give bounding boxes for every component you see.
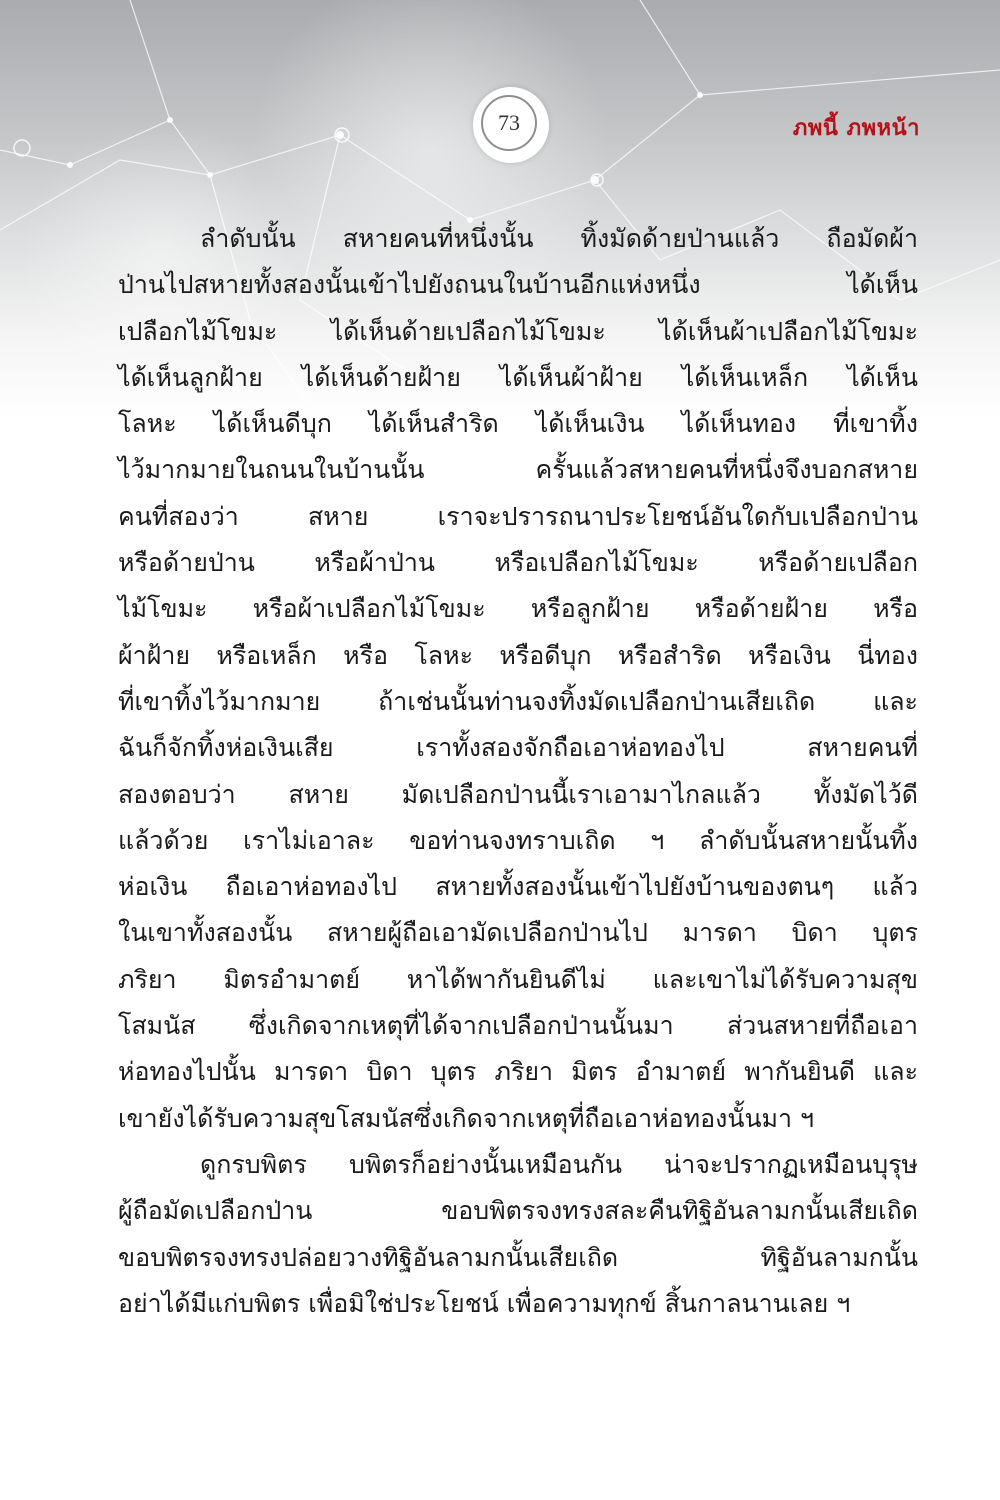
text-line: ภริยา มิตรอำมาตย์ หาได้พากันยินดีไม่ และเขาไม่ได้รับความสุข [118, 964, 918, 994]
text-line: ห่อทองไปนั้น มารดา บิดา บุตร ภริยา มิตร อำมาตย์ พากันยินดี และ [118, 1057, 918, 1087]
text-line: ผู้ถือมัดเปลือกป่าน ขอบพิตรจงทรงสละคืนทิฐิอันลามกนั้นเสียเถิด [118, 1196, 918, 1226]
text-line: ได้เห็นลูกฝ้าย ได้เห็นด้ายฝ้าย ได้เห็นผ้าฝ้าย ได้เห็นเหล็ก ได้เห็น [118, 362, 918, 392]
text-line: ไว้มากมายในถนนในบ้านนั้น ครั้นแล้วสหายคนที่หนึ่งจึงบอกสหาย [118, 455, 918, 485]
text-line: สองตอบว่า สหาย มัดเปลือกป่านนี้เราเอามาไกลแล้ว ทั้งมัดไว้ดี [118, 779, 918, 809]
page-number-badge [473, 87, 549, 163]
text-line: ฉันก็จักทิ้งห่อเงินเสีย เราทั้งสองจักถือเอาห่อทองไป สหายคนที่ [118, 733, 918, 763]
page-number: 73 [498, 110, 520, 135]
text-line: คนที่สองว่า สหาย เราจะปรารถนาประโยชน์อันใดกับเปลือกป่าน [118, 501, 918, 531]
text-line: หรือด้ายป่าน หรือผ้าป่าน หรือเปลือกไม้โขมะ หรือด้ายเปลือก [118, 548, 918, 578]
text-line: เขายังได้รับความสุขโสมนัสซึ่งเกิดจากเหตุที่ถือเอาห่อทองนั้นมา ฯ [118, 1103, 815, 1133]
text-line: ที่เขาทิ้งไว้มากมาย ถ้าเช่นนั้นท่านจงทิ้งมัดเปลือกป่านเสียเถิด และ [118, 686, 918, 716]
running-title: ภพนี้ ภพหน้า [792, 116, 920, 141]
text-line: ผ้าฝ้าย หรือเหล็ก หรือ โลหะ หรือดีบุก หรือสำริด หรือเงิน นี่ทอง [118, 640, 918, 670]
text-line: โสมนัส ซึ่งเกิดจากเหตุที่ได้จากเปลือกป่านนั้นมา ส่วนสหายที่ถือเอา [118, 1011, 918, 1041]
text-line: เปลือกไม้โขมะ ได้เห็นด้ายเปลือกไม้โขมะ ได้เห็นผ้าเปลือกไม้โขมะ [118, 316, 918, 346]
body-text [118, 216, 918, 1327]
text-line: ดูกรบพิตร บพิตรก็อย่างนั้นเหมือนกัน น่าจะปรากฏเหมือนบุรุษ [200, 1149, 918, 1179]
text-line: ห่อเงิน ถือเอาห่อทองไป สหายทั้งสองนั้นเข้าไปยังบ้านของตนๆ แล้ว [118, 872, 918, 902]
page-number-ring [481, 95, 537, 151]
text-line: อย่าได้มีแก่บพิตร เพื่อมิใช่ประโยชน์ เพื่อความทุกข์ สิ้นกาลนานเลย ฯ [118, 1288, 851, 1318]
text-line: แล้วด้วย เราไม่เอาละ ขอท่านจงทราบเถิด ฯ ลำดับนั้นสหายนั้นทิ้ง [118, 825, 918, 855]
text-line: ไม้โขมะ หรือผ้าเปลือกไม้โขมะ หรือลูกฝ้าย หรือด้ายฝ้าย หรือ [118, 594, 918, 624]
text-line: ขอบพิตรจงทรงปล่อยวางทิฐิอันลามกนั้นเสียเถิด ทิฐิอันลามกนั้น [118, 1242, 918, 1272]
text-line: ในเขาทั้งสองนั้น สหายผู้ถือเอามัดเปลือกป่านไป มารดา บิดา บุตร [118, 918, 918, 948]
text-line: ลำดับนั้น สหายคนที่หนึ่งนั้น ทิ้งมัดด้ายป่านแล้ว ถือมัดผ้า [200, 224, 918, 253]
text-line: ป่านไปสหายทั้งสองนั้นเข้าไปยังถนนในบ้านอีกแห่งหนึ่ง ได้เห็น [118, 270, 918, 300]
text-line: โลหะ ได้เห็นดีบุก ได้เห็นสำริด ได้เห็นเงิน ได้เห็นทอง ที่เขาทิ้ง [118, 409, 918, 439]
